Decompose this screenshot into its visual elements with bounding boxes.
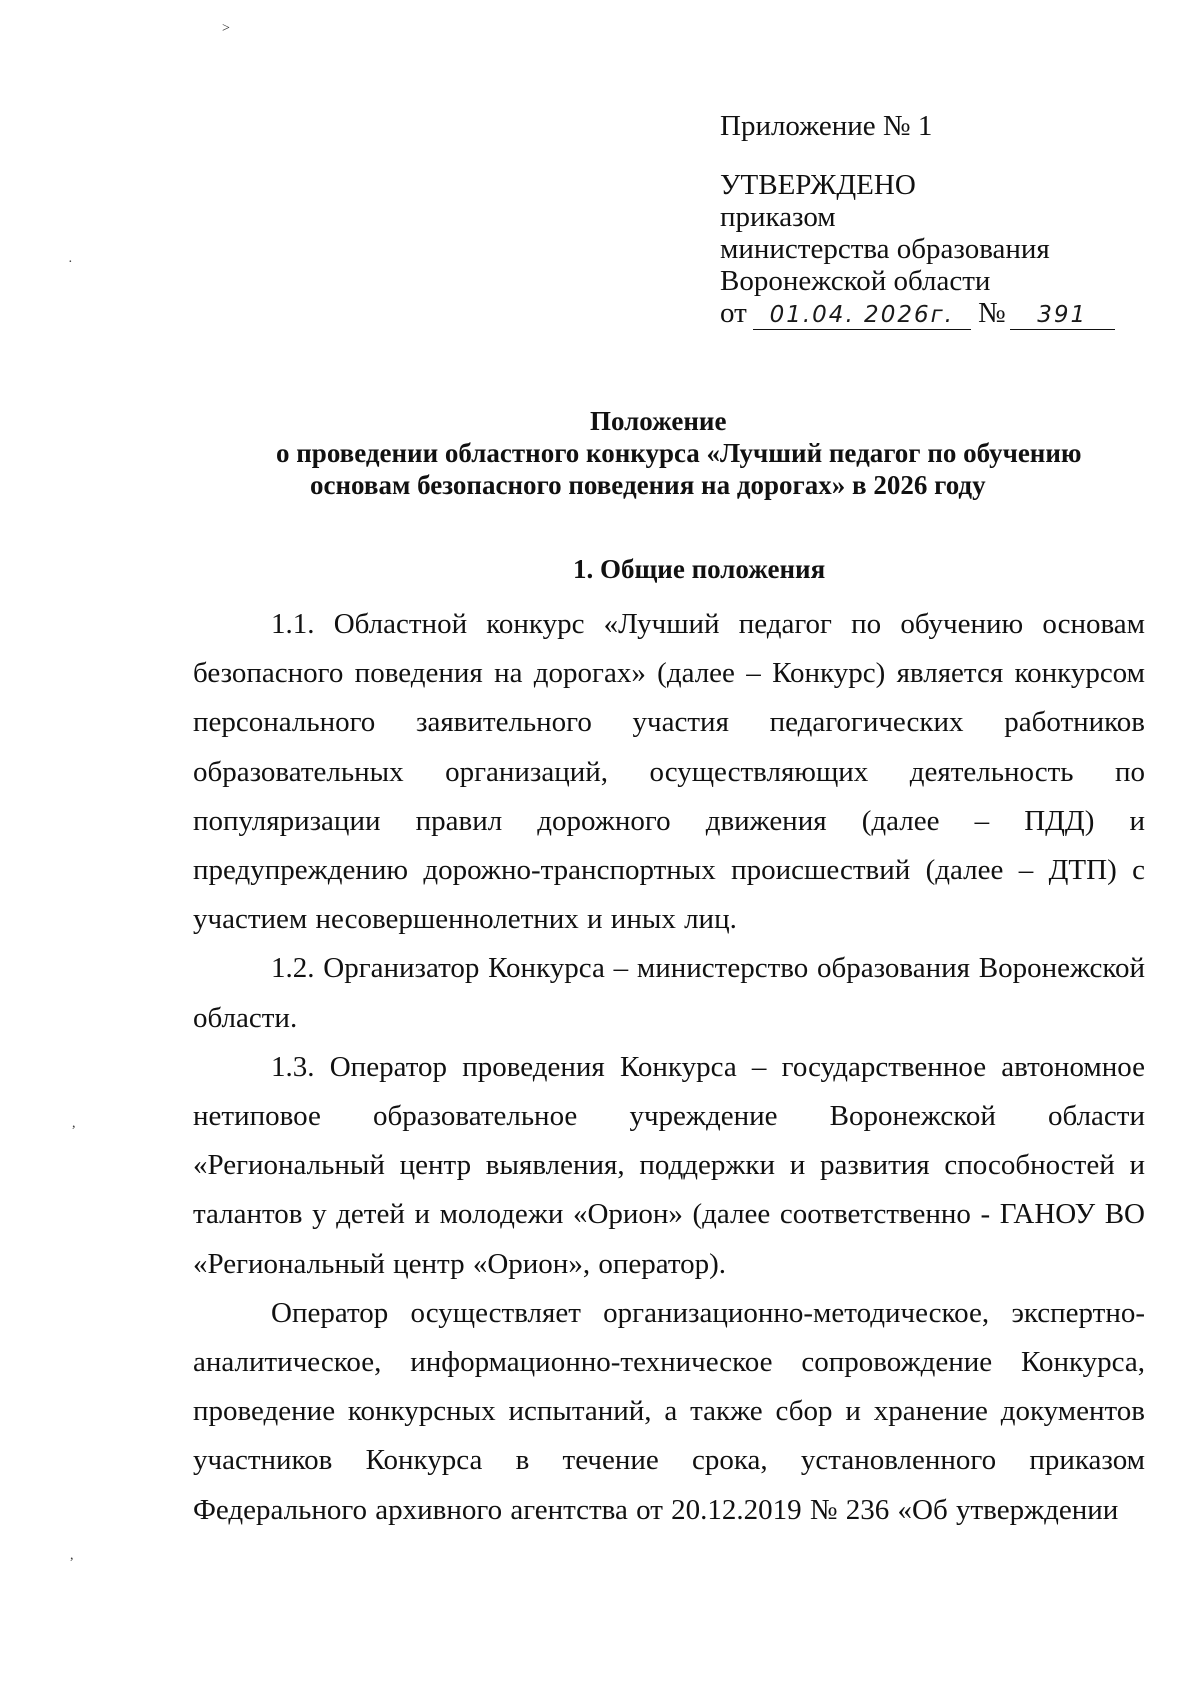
paragraph-1-2: 1.2. Организатор Конкурса – министерство образования Воронежской области. bbox=[193, 952, 1145, 1034]
ministry-label: министерства образования bbox=[720, 233, 1050, 265]
approved-label: УТВЕРЖДЕНО bbox=[720, 169, 916, 201]
scan-speck-1: · bbox=[68, 255, 73, 270]
handwritten-number: 391 bbox=[1010, 301, 1115, 330]
approval-block bbox=[720, 110, 1115, 330]
title-line-2: о проведении областного конкурса «Лучший педагог по обучению bbox=[276, 438, 1082, 468]
scan-speck-3: , bbox=[70, 1548, 74, 1563]
scan-speck-2: , bbox=[72, 1116, 76, 1131]
handwritten-date: 01.04. 2026г. bbox=[753, 301, 971, 330]
number-prefix: № bbox=[978, 297, 1006, 329]
section-body bbox=[193, 600, 1145, 1535]
annex-label: Приложение № 1 bbox=[720, 110, 933, 142]
paragraph-operator: Оператор осуществляет организационно-методическое, экспертно-аналитическое, информационно-техническое сопровождение Конкурса, проведение конкурсных испытаний, а также сбор и хранение документов участников Конкурса в течение срока, установленного приказом Федерального архивного агентства от 20.12.2019 № 236 «Об утверждении bbox=[193, 1296, 1145, 1526]
region-label: Воронежской области bbox=[720, 265, 991, 297]
paragraph-1-1: 1.1. Областной конкурс «Лучший педагог по обучению основам безопасного поведения на дорогах» (далее – Конкурс) является конкурсом персонального заявительного участия педагогических работников образовательных организаций, осуществляющих деятельность по популяризации правил дорожного движения (далее – ПДД) и предупреждению дорожно-транспортных происшествий (далее – ДТП) с участием несовершеннолетних и иных лиц. bbox=[193, 608, 1145, 936]
date-prefix: от bbox=[720, 297, 747, 329]
by-order-label: приказом bbox=[720, 201, 836, 233]
section-heading: 1. Общие положения bbox=[573, 554, 826, 584]
scan-speck-top: ˃ bbox=[222, 21, 230, 36]
title-line-1: Положение bbox=[590, 406, 727, 436]
title-line-3: основам безопасного поведения на дорогах» в 2026 году bbox=[310, 470, 986, 500]
paragraph-1-3: 1.3. Оператор проведения Конкурса – государственное автономное нетиповое образовательное учреждение Воронежской области «Региональный центр выявления, поддержки и развития способностей и талантов у детей и молодежи «Орион» (далее соответственно - ГАНОУ ВО «Региональный центр «Орион», оператор). bbox=[193, 1050, 1145, 1280]
order-date-number-line bbox=[720, 297, 1115, 330]
